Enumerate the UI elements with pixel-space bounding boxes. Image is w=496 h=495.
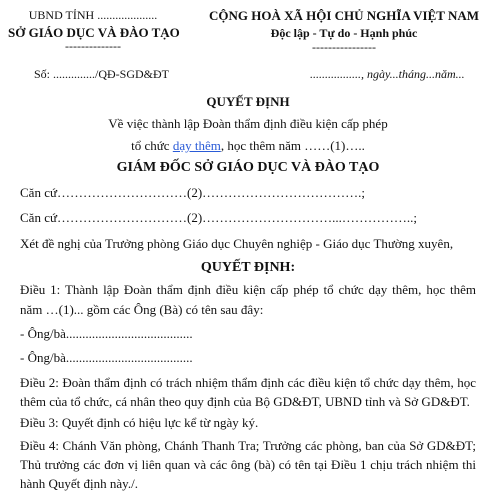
subject-suffix: , học thêm năm ……(1)….. [220,138,365,153]
legal-basis-2: Căn cứ…………………………(2)…………………………...……………..; [20,210,418,225]
agency-parent-name: UBND TỈNH .................... [28,8,158,22]
legal-basis-1: Căn cứ…………………………(2)……………………………….; [20,185,366,200]
member-item-2: - Ông/bà....................................... [20,350,193,365]
national-title: CỘNG HOÀ XÃ HỘI CHỦ NGHĨA VIỆT NAM [208,8,480,23]
subject-prefix: tổ chức [131,138,173,153]
article-1-line-2: năm …(1)... gồm các Ông (Bà) có tên sau đây: [20,302,264,317]
article-4-line-1: Điều 4: Chánh Văn phòng, Chánh Thanh Tra; Trưởng các phòng, ban của Sở GD&ĐT; [20,438,476,453]
article-2-line-2: thêm của tổ chức, cá nhân theo quy định của Bộ GD&ĐT, UBND tỉnh và Sở GD&ĐT. [20,394,470,409]
issuing-authority: GIÁM ĐỐC SỞ GIÁO DỤC VÀ ĐÀO TẠO [116,160,380,175]
article-4-line-2: Thủ trưởng các đơn vị liên quan và các ông (bà) có tên tại Điều 1 chịu trách nhiệm thi [20,457,476,472]
article-3: Điều 3: Quyết định có hiệu lực kể từ ngày ký. [20,415,259,430]
subject-line-1: Về việc thành lập Đoàn thẩm định điều kiện cấp phép [108,116,388,131]
agency-name: SỞ GIÁO DỤC VÀ ĐÀO TẠO [8,25,180,40]
tutoring-link[interactable]: dạy thêm [172,138,221,153]
national-motto: Độc lập - Tự do - Hạnh phúc [270,26,418,40]
decision-number: Số: ............../QĐ-SGD&ĐT [34,67,170,81]
decision-date: ................., ngày...tháng...năm... [310,67,465,81]
right-separator: ---------------- [312,40,376,54]
left-separator: -------------- [65,39,121,53]
proposal-basis: Xét đề nghị của Trưởng phòng Giáo dục Chuyên nghiệp - Giáo dục Thường xuyên, [20,236,454,251]
member-item-1: - Ông/bà....................................... [20,326,193,341]
article-4-line-3: hành Quyết định này./. [20,476,138,491]
document-title: QUYẾT ĐỊNH [206,94,290,109]
article-1-line-1: Điều 1: Thành lập Đoàn thẩm định điều kiện cấp phép tổ chức dạy thêm, học thêm [20,282,476,297]
decision-heading: QUYẾT ĐỊNH: [200,260,296,275]
subject-line-2 [0,138,496,154]
article-2-line-1: Điều 2: Đoàn thẩm định có trách nhiệm thẩm định các điều kiện tổ chức dạy thêm, học [20,375,476,390]
